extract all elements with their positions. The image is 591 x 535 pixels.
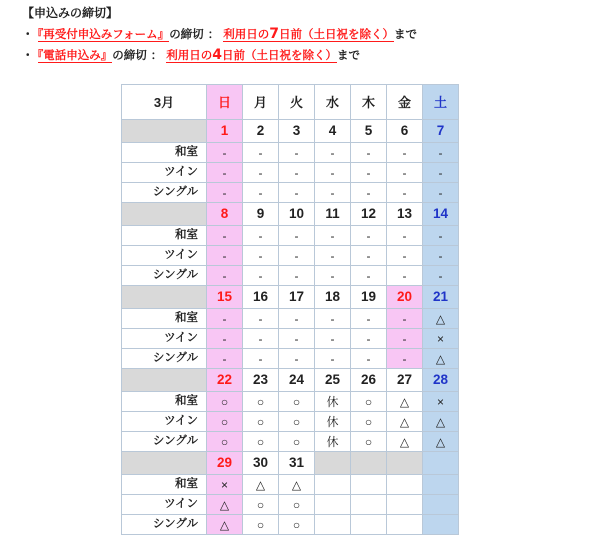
week-date-row [122,203,459,226]
date-cell [423,452,459,475]
availability-cell [351,475,387,495]
availability-cell: ○ [243,495,279,515]
week-label-cell [122,286,207,309]
availability-cell: ○ [243,432,279,452]
availability-cell: - [351,309,387,329]
deadline-tail: まで [393,27,417,41]
availability-cell: - [243,183,279,203]
availability-cell: - [315,309,351,329]
availability-cell: △ [423,349,459,369]
availability-cell: - [387,143,423,163]
date-cell: 7 [423,120,459,143]
room-type-label: ツイン [122,329,207,349]
room-type-label: ツイン [122,246,207,266]
availability-cell: △ [279,475,315,495]
availability-cell: - [387,226,423,246]
room-row [122,183,459,203]
date-cell: 26 [351,369,387,392]
weekday-thu: 木 [351,85,387,120]
date-cell: 15 [207,286,243,309]
date-cell: 10 [279,203,315,226]
room-type-label: ツイン [122,163,207,183]
availability-cell: - [387,309,423,329]
room-type-label: ツイン [122,412,207,432]
weekday-tue: 火 [279,85,315,120]
date-cell: 27 [387,369,423,392]
availability-cell: - [207,349,243,369]
availability-cell: - [279,143,315,163]
availability-cell: - [243,349,279,369]
availability-cell [387,475,423,495]
deadline-days: 7 [269,26,279,42]
availability-cell: - [423,266,459,286]
availability-cell: - [207,329,243,349]
deadline-label: の締切 ： [112,48,163,62]
availability-cell: ○ [279,515,315,535]
room-type-label: シングル [122,432,207,452]
date-cell: 24 [279,369,315,392]
room-row [122,475,459,495]
date-cell: 20 [387,286,423,309]
weekday-fri: 金 [387,85,423,120]
availability-cell: ○ [279,495,315,515]
availability-cell: ○ [279,412,315,432]
date-cell: 9 [243,203,279,226]
room-row [122,266,459,286]
bullet: ・ [22,48,34,62]
availability-cell: - [387,266,423,286]
availability-cell: - [423,226,459,246]
availability-cell: - [351,226,387,246]
availability-cell: - [243,329,279,349]
availability-cell: - [423,183,459,203]
availability-cell: 休 [315,432,351,452]
availability-cell: - [207,183,243,203]
date-cell: 11 [315,203,351,226]
availability-cell: - [207,226,243,246]
week-date-row [122,120,459,143]
date-cell: 31 [279,452,315,475]
date-cell: 3 [279,120,315,143]
room-row [122,349,459,369]
availability-cell: - [243,246,279,266]
availability-cell: 休 [315,412,351,432]
room-type-label: シングル [122,266,207,286]
date-cell: 21 [423,286,459,309]
availability-cell: ○ [243,392,279,412]
date-cell: 6 [387,120,423,143]
availability-cell: - [423,246,459,266]
availability-cell [315,475,351,495]
room-type-label: シングル [122,515,207,535]
room-row [122,246,459,266]
availability-cell [351,495,387,515]
date-cell [387,452,423,475]
availability-cell: × [423,329,459,349]
availability-cell: △ [387,392,423,412]
bullet: ・ [22,27,34,41]
availability-cell: - [351,143,387,163]
availability-cell [315,495,351,515]
availability-cell: - [315,226,351,246]
date-cell [351,452,387,475]
date-cell: 30 [243,452,279,475]
date-cell [315,452,351,475]
room-row [122,329,459,349]
availability-cell: ○ [207,412,243,432]
availability-cell: - [207,163,243,183]
availability-cell: - [315,246,351,266]
availability-cell: - [387,183,423,203]
room-row [122,163,459,183]
availability-cell: - [279,329,315,349]
availability-cell [423,475,459,495]
room-type-label: 和室 [122,475,207,495]
date-cell: 22 [207,369,243,392]
room-row [122,226,459,246]
date-cell: 18 [315,286,351,309]
section-title: 【申込みの締切】 [22,6,119,20]
availability-cell: △ [243,475,279,495]
room-type-label: シングル [122,183,207,203]
availability-cell: - [243,309,279,329]
month-label: 3月 [122,85,207,120]
date-cell: 23 [243,369,279,392]
availability-cell: - [351,183,387,203]
availability-cell: - [243,143,279,163]
room-row [122,309,459,329]
weekday-sun: 日 [207,85,243,120]
availability-cell: △ [387,412,423,432]
availability-cell: - [423,163,459,183]
room-type-label: 和室 [122,309,207,329]
date-cell: 2 [243,120,279,143]
availability-cell: - [279,183,315,203]
week-label-cell [122,203,207,226]
deadline-suffix: 日前（土日祝を除く） [222,48,338,62]
room-type-label: 和室 [122,143,207,163]
week-date-row [122,452,459,475]
availability-cell: - [351,266,387,286]
deadline-prefix: 利用日の [166,48,213,62]
calendar-header-row [122,85,459,120]
availability-cell: △ [423,432,459,452]
availability-cell: - [351,246,387,266]
weekday-wed: 水 [315,85,351,120]
availability-cell: - [243,266,279,286]
date-cell: 12 [351,203,387,226]
weekday-mon: 月 [243,85,279,120]
week-label-cell [122,120,207,143]
room-row [122,432,459,452]
availability-cell [423,495,459,515]
availability-cell: ○ [207,392,243,412]
availability-cell: ○ [351,432,387,452]
room-type-label: シングル [122,349,207,369]
date-cell: 16 [243,286,279,309]
deadline-tail: まで [337,48,361,62]
availability-cell: - [387,246,423,266]
date-cell: 13 [387,203,423,226]
date-cell: 19 [351,286,387,309]
deadline-label: の締切 ： [169,27,220,41]
weekday-sat: 土 [423,85,459,120]
form-name: 『再受付申込みフォーム』 [37,27,170,41]
deadline-suffix: 日前（土日祝を除く） [278,27,394,41]
availability-cell: - [315,349,351,369]
date-cell: 14 [423,203,459,226]
date-cell: 29 [207,452,243,475]
date-cell: 8 [207,203,243,226]
availability-calendar [121,84,459,535]
date-cell: 17 [279,286,315,309]
form-name: 『電話申込み』 [37,48,113,62]
availability-cell: - [351,163,387,183]
availability-cell: - [207,309,243,329]
week-date-row [122,369,459,392]
deadline-note-phone [22,47,360,63]
availability-cell: - [207,266,243,286]
availability-cell: - [351,349,387,369]
availability-cell: ○ [351,412,387,432]
availability-cell: 休 [315,392,351,412]
availability-cell: - [279,246,315,266]
availability-cell: △ [207,495,243,515]
availability-cell [387,495,423,515]
room-type-label: 和室 [122,226,207,246]
availability-cell: - [279,266,315,286]
availability-cell: - [279,349,315,369]
availability-cell: △ [423,412,459,432]
availability-cell: × [207,475,243,495]
availability-cell: - [315,143,351,163]
availability-cell: ○ [279,432,315,452]
room-row [122,143,459,163]
availability-cell: - [387,163,423,183]
week-date-row [122,286,459,309]
date-cell: 25 [315,369,351,392]
availability-cell: △ [423,309,459,329]
availability-cell: - [423,143,459,163]
availability-cell: × [423,392,459,412]
room-type-label: ツイン [122,495,207,515]
availability-cell: - [207,246,243,266]
availability-cell: - [387,329,423,349]
week-label-cell [122,369,207,392]
availability-cell: - [243,226,279,246]
deadline-prefix: 利用日の [223,27,270,41]
availability-cell: - [387,349,423,369]
availability-cell: ○ [243,515,279,535]
availability-cell: ○ [351,392,387,412]
availability-cell: △ [387,432,423,452]
date-cell: 5 [351,120,387,143]
availability-cell: ○ [279,392,315,412]
availability-cell: - [243,163,279,183]
availability-cell: - [315,266,351,286]
room-row [122,392,459,412]
availability-cell: ○ [243,412,279,432]
date-cell: 1 [207,120,243,143]
deadline-note-form [22,26,417,42]
availability-cell: - [207,143,243,163]
week-label-cell [122,452,207,475]
room-row [122,412,459,432]
availability-cell: ○ [207,432,243,452]
availability-cell: - [351,329,387,349]
availability-cell: - [315,163,351,183]
availability-cell: - [315,329,351,349]
availability-cell: - [279,226,315,246]
room-type-label: 和室 [122,392,207,412]
date-cell: 28 [423,369,459,392]
date-cell: 4 [315,120,351,143]
availability-cell: - [279,309,315,329]
availability-cell: - [315,183,351,203]
room-row [122,495,459,515]
deadline-days: 4 [212,47,223,63]
availability-cell: - [279,163,315,183]
availability-cell: △ [207,515,243,535]
